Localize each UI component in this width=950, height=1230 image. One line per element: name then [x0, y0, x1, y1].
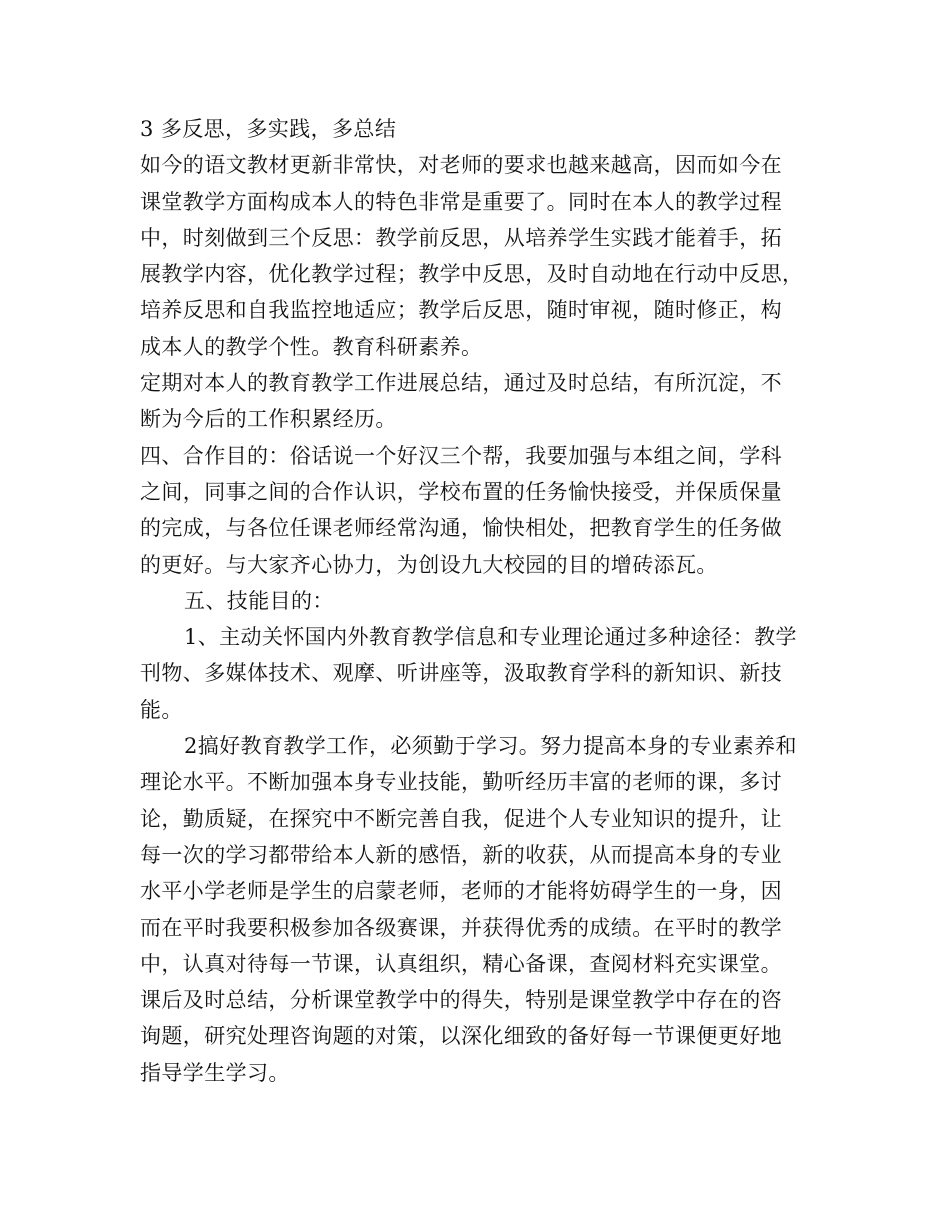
section-heading-skills: 五、技能目的：	[184, 588, 334, 613]
paragraph-line: 中，时刻做到三个反思：教学前反思，从培养学生实践才能着手，拓	[140, 225, 782, 250]
paragraph-line: 四、合作目的：俗话说一个好汉三个帮，我要加强与本组之间，学科	[140, 443, 782, 468]
paragraph-line: 成本人的教学个性。教育科研素养。	[140, 334, 483, 359]
paragraph-line: 培养反思和自我监控地适应；教学后反思，随时审视，随时修正，构	[140, 298, 782, 323]
paragraph-line: 2搞好教育教学工作，必须勤于学习。努力提高本身的专业素养和	[184, 734, 797, 759]
paragraph-line: 的完成，与各位任课老师经常沟通，愉快相处，把教育学生的任务做	[140, 516, 782, 541]
paragraph-line: 课后及时总结，分析课堂教学中的得失，特别是课堂教学中存在的咨	[140, 988, 782, 1013]
paragraph-line: 能。	[140, 697, 183, 722]
paragraph-line: 展教学内容，优化教学过程；教学中反思，及时自动地在行动中反思，	[140, 262, 804, 287]
paragraph-line: 每一次的学习都带给本人新的感悟，新的收获，从而提高本身的专业	[140, 842, 782, 867]
paragraph-line: 的更好。与大家齐心协力，为创设九大校园的目的增砖添瓦。	[140, 552, 718, 577]
document-body	[140, 111, 820, 1091]
paragraph-line: 水平小学老师是学生的启蒙老师，老师的才能将妨碍学生的一身，因	[140, 879, 782, 904]
paragraph-line: 断为今后的工作积累经历。	[140, 407, 397, 432]
paragraph-line: 而在平时我要积极参加各级赛课，并获得优秀的成绩。在平时的教学	[140, 915, 782, 940]
paragraph-line: 之间，同事之间的合作认识，学校布置的任务愉快接受，并保质保量	[140, 479, 782, 504]
paragraph-line: 如今的语文教材更新非常快，对老师的要求也越来越高，因而如今在	[140, 153, 782, 178]
paragraph-line: 指导学生学习。	[140, 1060, 290, 1085]
paragraph-line: 1、主动关怀国内外教育教学信息和专业理论通过多种途径：教学	[184, 625, 797, 650]
paragraph-line: 论，勤质疑，在探究中不断完善自我，促进个人专业知识的提升，让	[140, 806, 782, 831]
paragraph-line: 定期对本人的教育教学工作进展总结，通过及时总结，有所沉淀，不	[140, 371, 782, 396]
paragraph-line: 理论水平。不断加强本身专业技能，勤听经历丰富的老师的课，多讨	[140, 770, 782, 795]
paragraph-line: 中，认真对待每一节课，认真组织，精心备课，查阅材料充实课堂。	[140, 951, 782, 976]
paragraph-line: 刊物、多媒体技术、观摩、听讲座等，汲取教育学科的新知识、新技	[140, 661, 782, 686]
paragraph-line: 课堂教学方面构成本人的特色非常是重要了。同时在本人的教学过程	[140, 189, 782, 214]
section-heading-reflection: 3 多反思，多实践，多总结	[140, 117, 397, 141]
paragraph-line: 询题，研究处理咨询题的对策，以深化细致的备好每一节课便更好地	[140, 1024, 782, 1049]
